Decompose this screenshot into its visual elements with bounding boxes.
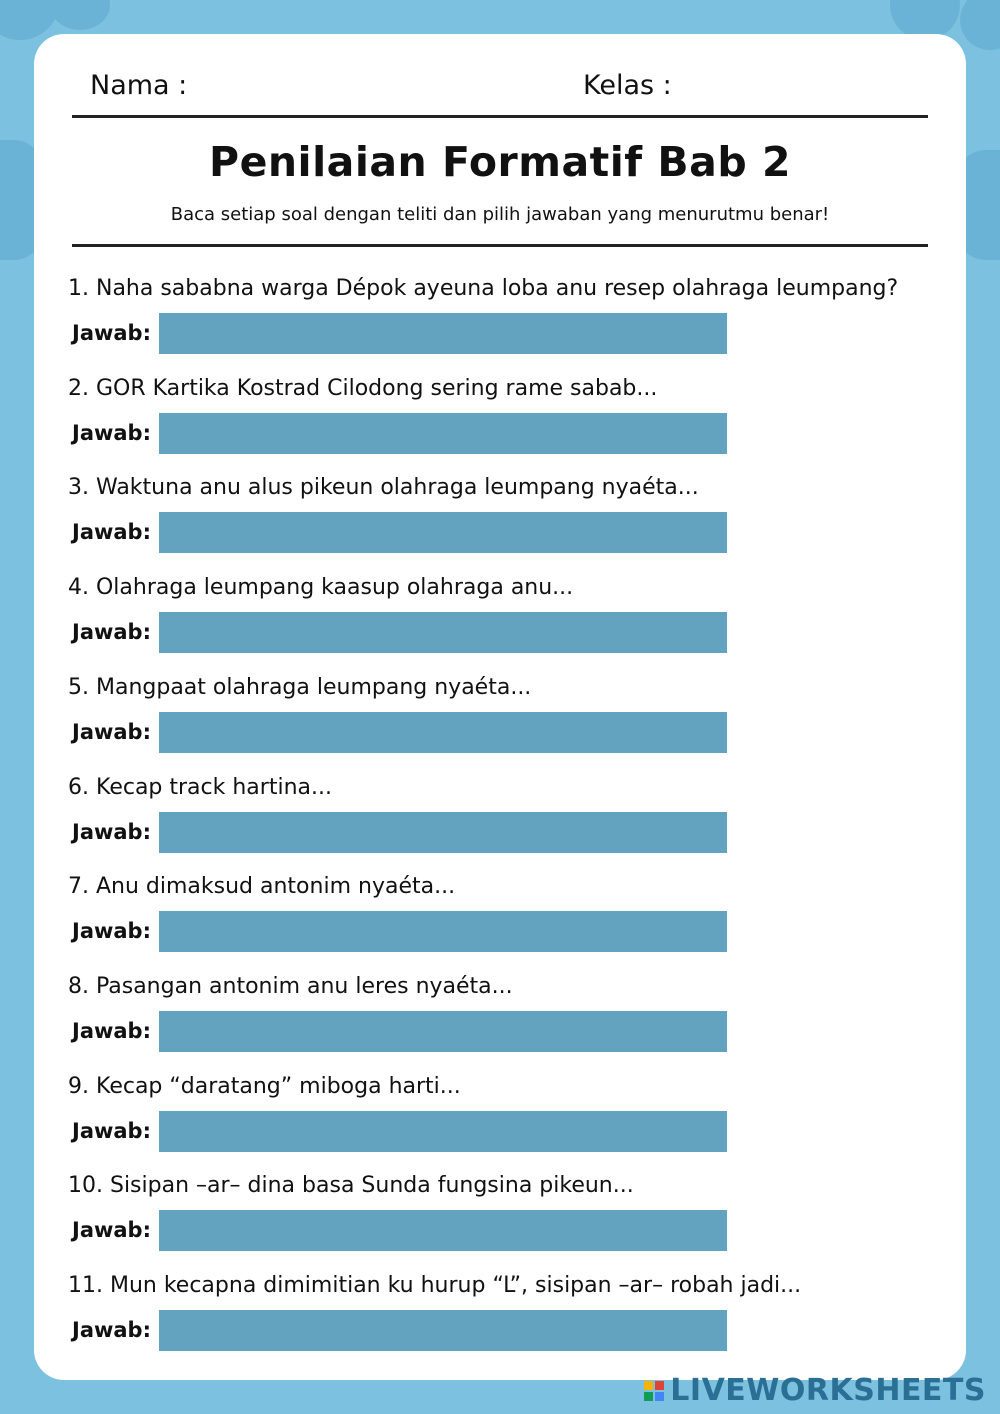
answer-label: Jawab: — [72, 1118, 151, 1143]
logo-square — [655, 1392, 664, 1401]
answer-input-10[interactable] — [159, 1210, 727, 1251]
answer-input-7[interactable] — [159, 911, 727, 952]
answer-input-9[interactable] — [159, 1111, 727, 1152]
logo-square — [655, 1381, 664, 1390]
answer-label: Jawab: — [72, 1318, 151, 1342]
answer-input-1[interactable] — [159, 313, 727, 354]
answer-label: Jawab: — [72, 520, 151, 545]
answer-label: Jawab: — [72, 620, 151, 645]
question-text: 11. Mun kecapna dimimitian ku hurup “L”, sisipan –ar– robah jadi... — [68, 1273, 802, 1298]
question-text: 1. Naha sababna warga Dépok ayeuna loba anu resep olahraga leumpang? — [68, 276, 899, 301]
worksheet-page — [34, 34, 966, 1380]
brand-text: LIVEWORKSHEETS — [670, 1373, 986, 1408]
answer-input-3[interactable] — [159, 512, 727, 553]
answer-label: Jawab: — [72, 1018, 151, 1043]
answer-input-6[interactable] — [159, 812, 727, 853]
answer-input-5[interactable] — [159, 712, 727, 753]
question-text: 10. Sisipan –ar– dina basa Sunda fungsina pikeun... — [68, 1173, 634, 1199]
name-label: Nama : — [90, 70, 188, 101]
question-text: 5. Mangpaat olahraga leumpang nyaéta... — [68, 674, 532, 700]
question-text: 4. Olahraga leumpang kaasup olahraga anu... — [68, 575, 574, 601]
question-text: 6. Kecap track hartina... — [68, 774, 332, 800]
page-title: Penilaian Formatif Bab 2 — [209, 138, 791, 186]
instruction-text: Baca setiap soal dengan teliti dan pilih jawaban yang menurutmu benar! — [170, 204, 830, 225]
answer-label: Jawab: — [72, 420, 151, 445]
answer-label: Jawab: — [72, 719, 151, 744]
question-text: 7. Anu dimaksud antonim nyaéta... — [68, 874, 456, 900]
class-label: Kelas : — [583, 70, 672, 101]
header-divider — [72, 115, 928, 118]
decor-blob — [50, 0, 110, 30]
answer-input-11[interactable] — [159, 1310, 727, 1351]
question-text: 2. GOR Kartika Kostrad Cilodong sering rame sabab... — [68, 375, 658, 401]
title-divider — [72, 244, 928, 247]
answer-input-4[interactable] — [159, 612, 727, 653]
liveworksheets-logo-icon — [644, 1381, 664, 1401]
liveworksheets-brand — [644, 1373, 986, 1408]
logo-square — [644, 1381, 653, 1390]
decor-blob — [960, 0, 1000, 50]
answer-input-8[interactable] — [159, 1011, 727, 1052]
answer-label: Jawab: — [72, 321, 151, 345]
question-text: 8. Pasangan antonim anu leres nyaéta... — [68, 973, 513, 999]
logo-square — [644, 1392, 653, 1401]
answer-label: Jawab: — [72, 1218, 151, 1243]
answer-label: Jawab: — [72, 919, 151, 944]
question-text: 3. Waktuna anu alus pikeun olahraga leumpang nyaéta... — [68, 475, 699, 501]
answer-input-2[interactable] — [159, 413, 727, 454]
answer-label: Jawab: — [72, 819, 151, 844]
question-text: 9. Kecap “daratang” miboga harti... — [68, 1073, 461, 1099]
